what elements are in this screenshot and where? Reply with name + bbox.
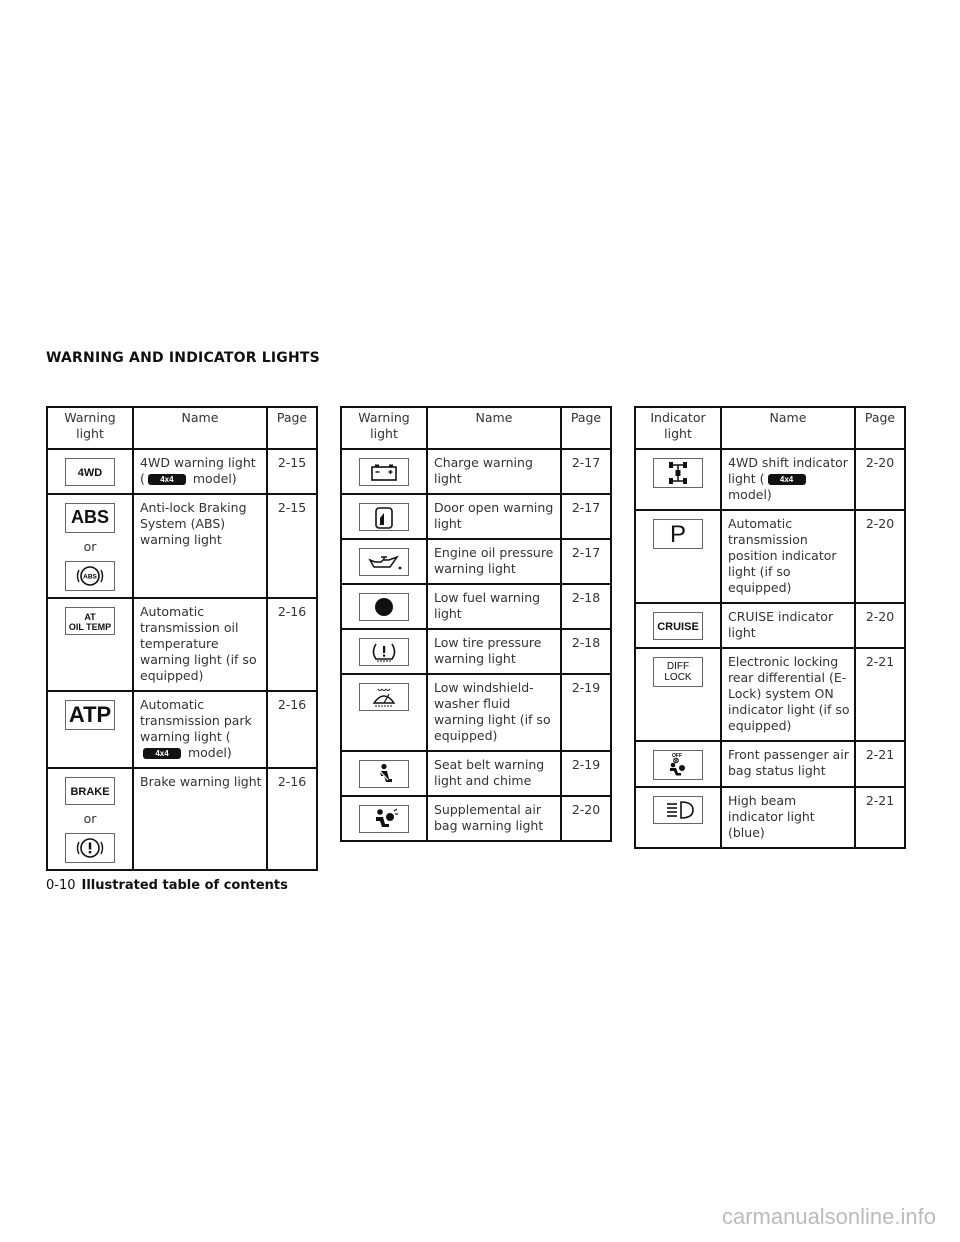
row-page: 2-20 — [855, 449, 905, 510]
row-page: 2-18 — [561, 584, 611, 629]
airbag-icon — [359, 805, 409, 833]
row-name: Engine oil pressure warning light — [427, 539, 561, 584]
atp-warning-icon: ATP — [65, 700, 115, 730]
row-name-pre: Automatic transmission park warning light ( — [140, 697, 252, 744]
or-label: or — [83, 811, 97, 826]
table-header-row — [635, 407, 905, 449]
table-row — [341, 584, 611, 629]
row-name: Low tire pressure warning light — [427, 629, 561, 674]
abs-circle-text: ABS — [83, 573, 97, 581]
header-page: Page — [561, 407, 611, 449]
table-row — [47, 494, 317, 598]
row-page: 2-21 — [855, 648, 905, 741]
4x4-model-badge: 4x4 — [148, 474, 186, 485]
table-row — [341, 751, 611, 796]
tire-pressure-icon — [359, 638, 409, 666]
or-label: or — [83, 539, 97, 554]
row-page: 2-19 — [561, 751, 611, 796]
4wd-shift-icon — [653, 458, 703, 488]
row-page: 2-21 — [855, 741, 905, 787]
brake-circle-icon — [65, 833, 115, 863]
row-name: Supplemental air bag warning light — [427, 796, 561, 841]
row-name-pre: 4WD shift indicator light ( — [728, 455, 848, 486]
table-row — [635, 449, 905, 510]
cruise-icon: CRUISE — [653, 612, 703, 640]
row-page: 2-21 — [855, 787, 905, 848]
diff-lock-line2: LOCK — [664, 672, 692, 683]
header-page: Page — [855, 407, 905, 449]
abs-warning-icon: ABS — [65, 503, 115, 533]
row-page: 2-19 — [561, 674, 611, 751]
table-header-row — [47, 407, 317, 449]
table-row — [635, 648, 905, 741]
warning-lights-table-1 — [46, 406, 318, 871]
abs-circle-icon — [65, 561, 115, 591]
row-page: 2-20 — [855, 603, 905, 648]
at-oil-temp-line1: AT — [84, 612, 96, 622]
row-name: CRUISE indicator light — [721, 603, 855, 648]
header-indicator-light: Indicator light — [635, 407, 721, 449]
airbag-off-text: OFF — [672, 753, 682, 759]
header-page: Page — [267, 407, 317, 449]
row-page: 2-17 — [561, 539, 611, 584]
row-page: 2-20 — [561, 796, 611, 841]
page-number: 0-10 — [46, 878, 76, 893]
row-name: High beam indicator light (blue) — [721, 787, 855, 848]
oil-can-icon — [359, 548, 409, 576]
row-page: 2-17 — [561, 494, 611, 539]
row-name: Seat belt warning light and chime — [427, 751, 561, 796]
header-warning-light: Warning light — [341, 407, 427, 449]
row-page: 2-15 — [267, 449, 317, 494]
table-row — [341, 629, 611, 674]
row-page: 2-18 — [561, 629, 611, 674]
row-page: 2-16 — [267, 768, 317, 870]
table-row — [341, 539, 611, 584]
row-name: Automatic transmission position indicator light (if so equipped) — [721, 510, 855, 603]
row-name: Electronic locking rear differential (E-Lock) system ON indicator light (if so equipped) — [721, 648, 855, 741]
diff-lock-line1: DIFF — [666, 661, 690, 672]
4x4-model-badge: 4x4 — [768, 474, 806, 485]
park-position-icon: P — [653, 519, 703, 549]
row-name-post: model) — [728, 487, 772, 502]
row-page: 2-17 — [561, 449, 611, 494]
diff-lock-icon — [653, 657, 703, 687]
row-page: 2-16 — [267, 691, 317, 768]
battery-icon — [359, 458, 409, 486]
row-name-post: model) — [188, 471, 237, 486]
row-name: Low fuel warning light — [427, 584, 561, 629]
4x4-model-badge: 4x4 — [143, 748, 181, 759]
brake-warning-icon: BRAKE — [65, 777, 115, 805]
table-row — [341, 494, 611, 539]
watermark: carmanualsonline.info — [721, 1204, 936, 1229]
table-row — [341, 449, 611, 494]
row-name: Automatic transmission oil temperature warning light (if so equipped) — [133, 598, 267, 691]
table-row — [47, 598, 317, 691]
table-row — [341, 796, 611, 841]
row-name: Front passenger air bag status light — [721, 741, 855, 787]
low-fuel-icon — [359, 593, 409, 621]
passenger-airbag-off-icon — [653, 750, 703, 780]
table-row — [47, 768, 317, 870]
footer-title: Illustrated table of contents — [81, 878, 288, 893]
row-name: Brake warning light — [133, 768, 267, 870]
row-page: 2-16 — [267, 598, 317, 691]
header-name: Name — [721, 407, 855, 449]
at-oil-temp-icon — [65, 607, 115, 635]
row-name: Door open warning light — [427, 494, 561, 539]
row-name: Anti-lock Braking System (ABS) warning light — [133, 494, 267, 598]
row-name-post: model) — [184, 745, 232, 760]
row-page: 2-20 — [855, 510, 905, 603]
page-footer — [46, 878, 288, 893]
seat-belt-icon — [359, 760, 409, 788]
washer-fluid-icon — [359, 683, 409, 711]
row-name-pre: 4WD warning light ( — [140, 455, 256, 486]
door-open-icon — [359, 503, 409, 531]
table-row — [635, 603, 905, 648]
table-row — [635, 741, 905, 787]
row-name: Charge warning light — [427, 449, 561, 494]
table-row — [47, 449, 317, 494]
table-row — [341, 674, 611, 751]
section-title: WARNING AND INDICATOR LIGHTS — [46, 350, 320, 366]
header-name: Name — [133, 407, 267, 449]
table-row — [635, 787, 905, 848]
indicator-lights-table — [634, 406, 906, 849]
at-oil-temp-line2: OIL TEMP — [68, 622, 112, 632]
row-name: Low windshield-washer fluid warning light (if so equipped) — [427, 674, 561, 751]
table-row — [635, 510, 905, 603]
4wd-warning-icon: 4WD — [65, 458, 115, 486]
header-name: Name — [427, 407, 561, 449]
warning-lights-table-2 — [340, 406, 612, 842]
row-page: 2-15 — [267, 494, 317, 598]
table-header-row — [341, 407, 611, 449]
header-warning-light: Warning light — [47, 407, 133, 449]
table-row — [47, 691, 317, 768]
high-beam-icon — [653, 796, 703, 824]
